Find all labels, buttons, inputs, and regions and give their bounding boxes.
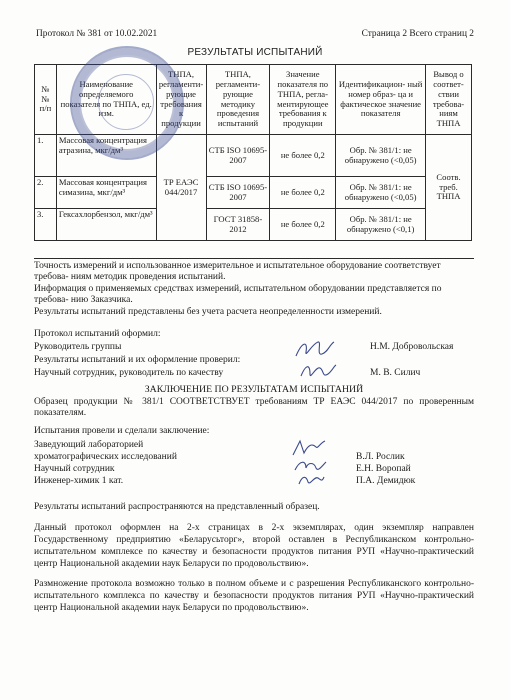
requirement-cell: ТР ЕАЭС 044/2017: [156, 135, 206, 241]
prepared-heading: Протокол испытаний оформил:: [34, 329, 161, 339]
result-cell: Обр. № 381/1: не обнаружено (<0,05): [336, 177, 426, 209]
indicator-name: Гексахлорбензол, мкг/дм³: [56, 209, 156, 241]
signature-image: [296, 472, 326, 488]
page-title: РЕЗУЛЬТАТЫ ИСПЫТАНИЙ: [187, 47, 323, 58]
performer-role: Заведующий лабораторией: [34, 440, 144, 450]
performer-role: хроматографических исследований: [34, 452, 177, 462]
performer-role: Научный сотрудник: [34, 464, 115, 474]
performer-role: Инженер-химик 1 кат.: [34, 476, 124, 486]
table-row: [35, 135, 472, 177]
checked-heading: Результаты испытаний и их оформление проверил:: [34, 355, 241, 365]
results-table: [34, 64, 472, 241]
indicator-name: Массовая концентрация атразина, мкг/дм³: [56, 135, 156, 177]
signer-name: Н.М. Добровольская: [370, 342, 454, 352]
table-header-row: [35, 65, 472, 135]
result-cell: Обр. № 381/1: не обнаружено (<0,1): [336, 209, 426, 241]
row-number: 3.: [35, 209, 57, 241]
page-counter: Страница 2 Всего страниц 2: [361, 29, 474, 39]
note-uncertainty: Результаты испытаний представлены без учета расчета неопределенности измерений.: [34, 307, 382, 317]
performed-heading: Испытания провели и сделали заключение:: [34, 426, 210, 436]
note-equipment: Информация о применяемых средствах измерений, испытательном оборудовании представляется по требова- нию Заказчика.: [34, 284, 442, 306]
table-row: [35, 177, 472, 209]
method-cell: СТБ ISO 10695-2007: [206, 177, 270, 209]
conclusion-cell: Соотв. треб. ТНПА: [426, 135, 472, 241]
reproduction-note: Размножение протокола возможно только в полном объеме и с разрешения Республиканского контрольно-испытательного комплекса по качеству и безопасности продуктов питания РУП «Научно-практический центр Национальной академии наук Беларуси по продовольствию».: [34, 579, 474, 613]
norm-cell: не более 0,2: [270, 135, 336, 177]
scope-note: Результаты испытаний распространяются на представленный образец.: [34, 502, 320, 512]
divider: [34, 258, 474, 259]
column-header: № № п/п: [35, 65, 57, 135]
column-header: Вывод о соответ- ствии требова- ниям ТНПА: [426, 65, 472, 135]
note-accuracy: Точность измерений и использованное измерительное и испытательное оборудование соответствует требова- ниям методик проведения испытаний.: [34, 261, 441, 283]
column-header: Наименование определяемого показателя по ТНПА, ед. изм.: [56, 65, 156, 135]
norm-cell: не более 0,2: [270, 177, 336, 209]
signer-role: Руководитель группы: [34, 342, 122, 352]
table-row: [35, 209, 472, 241]
indicator-name: Массовая концентрация симазина, мкг/дм³: [56, 177, 156, 209]
signature-image: [292, 458, 328, 474]
norm-cell: не более 0,2: [270, 209, 336, 241]
column-header: ТНПА, регламенти- рующие методику проведения испытаний: [206, 65, 270, 135]
performer-name: П.А. Демидюк: [356, 476, 416, 486]
method-cell: ГОСТ 31858-2012: [206, 209, 270, 241]
row-number: 1.: [35, 135, 57, 177]
column-header: ТНПА, регламенти- рующие требования к продукции: [156, 65, 206, 135]
copies-note: Данный протокол оформлен на 2-х страницах в 2-х экземплярах, один экземпляр направлен Государственному предприятию «Беларусьторг», второй оставлен в Республиканском контрольно-испытательном комплексе по качеству и безопасности продуктов питания РУП «Научно-практический центр Национальной академии наук Беларуси по продовольствию».: [34, 523, 474, 569]
method-cell: СТБ ISO 10695-2007: [206, 135, 270, 177]
signer-role: Научный сотрудник, руководитель по качеству: [34, 368, 224, 378]
conclusion-heading: ЗАКЛЮЧЕНИЕ ПО РЕЗУЛЬТАТАМ ИСПЫТАНИЙ: [144, 384, 364, 395]
protocol-number: Протокол № 381 от 10.02.2021: [36, 29, 158, 39]
column-header: Идентификацион- ный номер образ- ца и фактическое значение показателя: [336, 65, 426, 135]
performer-name: Е.Н. Воропай: [356, 464, 411, 474]
conclusion-text: Образец продукции № 381/1 СООТВЕТСТВУЕТ требованиям ТР ЕАЭС 044/2017 по проверенным показателям.: [34, 397, 474, 419]
signer-name: М. В. Силич: [370, 368, 421, 378]
result-cell: Обр. № 381/1: не обнаружено (<0,05): [336, 135, 426, 177]
performer-name: В.Л. Рослик: [356, 452, 405, 462]
column-header: Значение показателя по ТНПА, регла- ментирующее требования к продукции: [270, 65, 336, 135]
row-number: 2.: [35, 177, 57, 209]
